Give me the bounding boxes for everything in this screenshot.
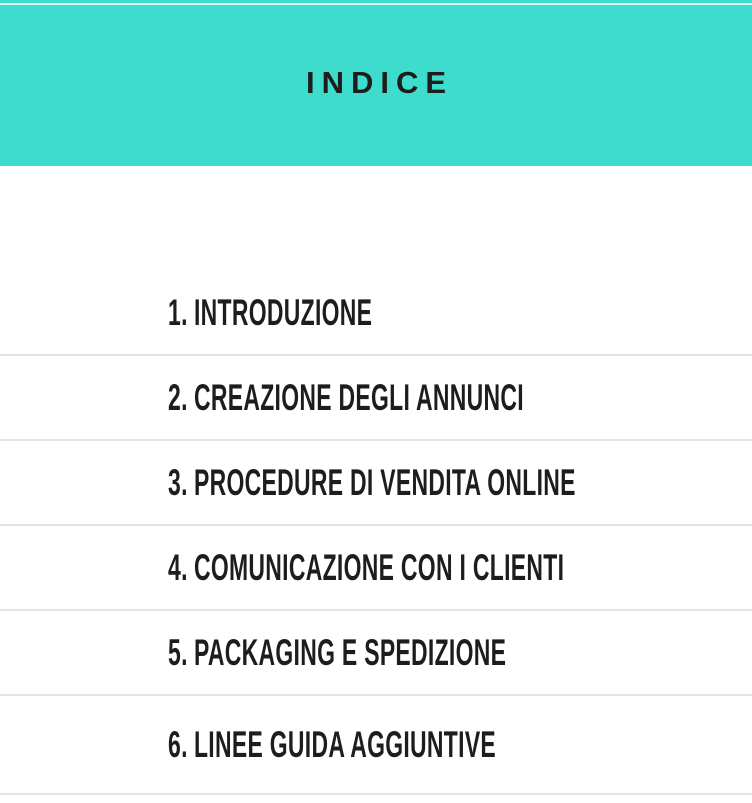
toc-item-label: CREAZIONE DEGLI ANNUNCI xyxy=(193,376,524,418)
toc-list xyxy=(0,271,752,795)
toc-item-text xyxy=(168,292,372,334)
toc-item-text xyxy=(168,632,506,674)
toc-item-creazione-annunci xyxy=(0,356,752,441)
toc-item-text xyxy=(168,462,576,504)
toc-item-linee-guida xyxy=(0,696,752,795)
header-accent-line xyxy=(0,3,752,5)
toc-item-label: PROCEDURE DI VENDITA ONLINE xyxy=(193,461,576,503)
toc-item-introduzione xyxy=(0,271,752,356)
toc-header xyxy=(0,0,752,166)
toc-item-number: 5. xyxy=(168,631,188,673)
toc-item-number: 3. xyxy=(168,461,188,503)
toc-item-text xyxy=(168,724,496,766)
toc-item-label: COMUNICAZIONE CON I CLIENTI xyxy=(193,546,565,588)
toc-item-text xyxy=(168,547,564,589)
toc-item-procedure-vendita xyxy=(0,441,752,526)
page-title: INDICE xyxy=(305,65,454,100)
toc-item-number: 1. xyxy=(168,291,188,333)
toc-item-comunicazione-clienti xyxy=(0,526,752,611)
toc-item-label: LINEE GUIDA AGGIUNTIVE xyxy=(193,723,497,765)
toc-item-number: 6. xyxy=(168,723,188,765)
toc-item-packaging-spedizione xyxy=(0,611,752,696)
toc-item-label: PACKAGING E SPEDIZIONE xyxy=(193,631,507,673)
toc-item-text xyxy=(168,377,524,419)
toc-item-number: 4. xyxy=(168,546,188,588)
toc-item-number: 2. xyxy=(168,376,188,418)
toc-item-label: INTRODUZIONE xyxy=(193,291,373,333)
